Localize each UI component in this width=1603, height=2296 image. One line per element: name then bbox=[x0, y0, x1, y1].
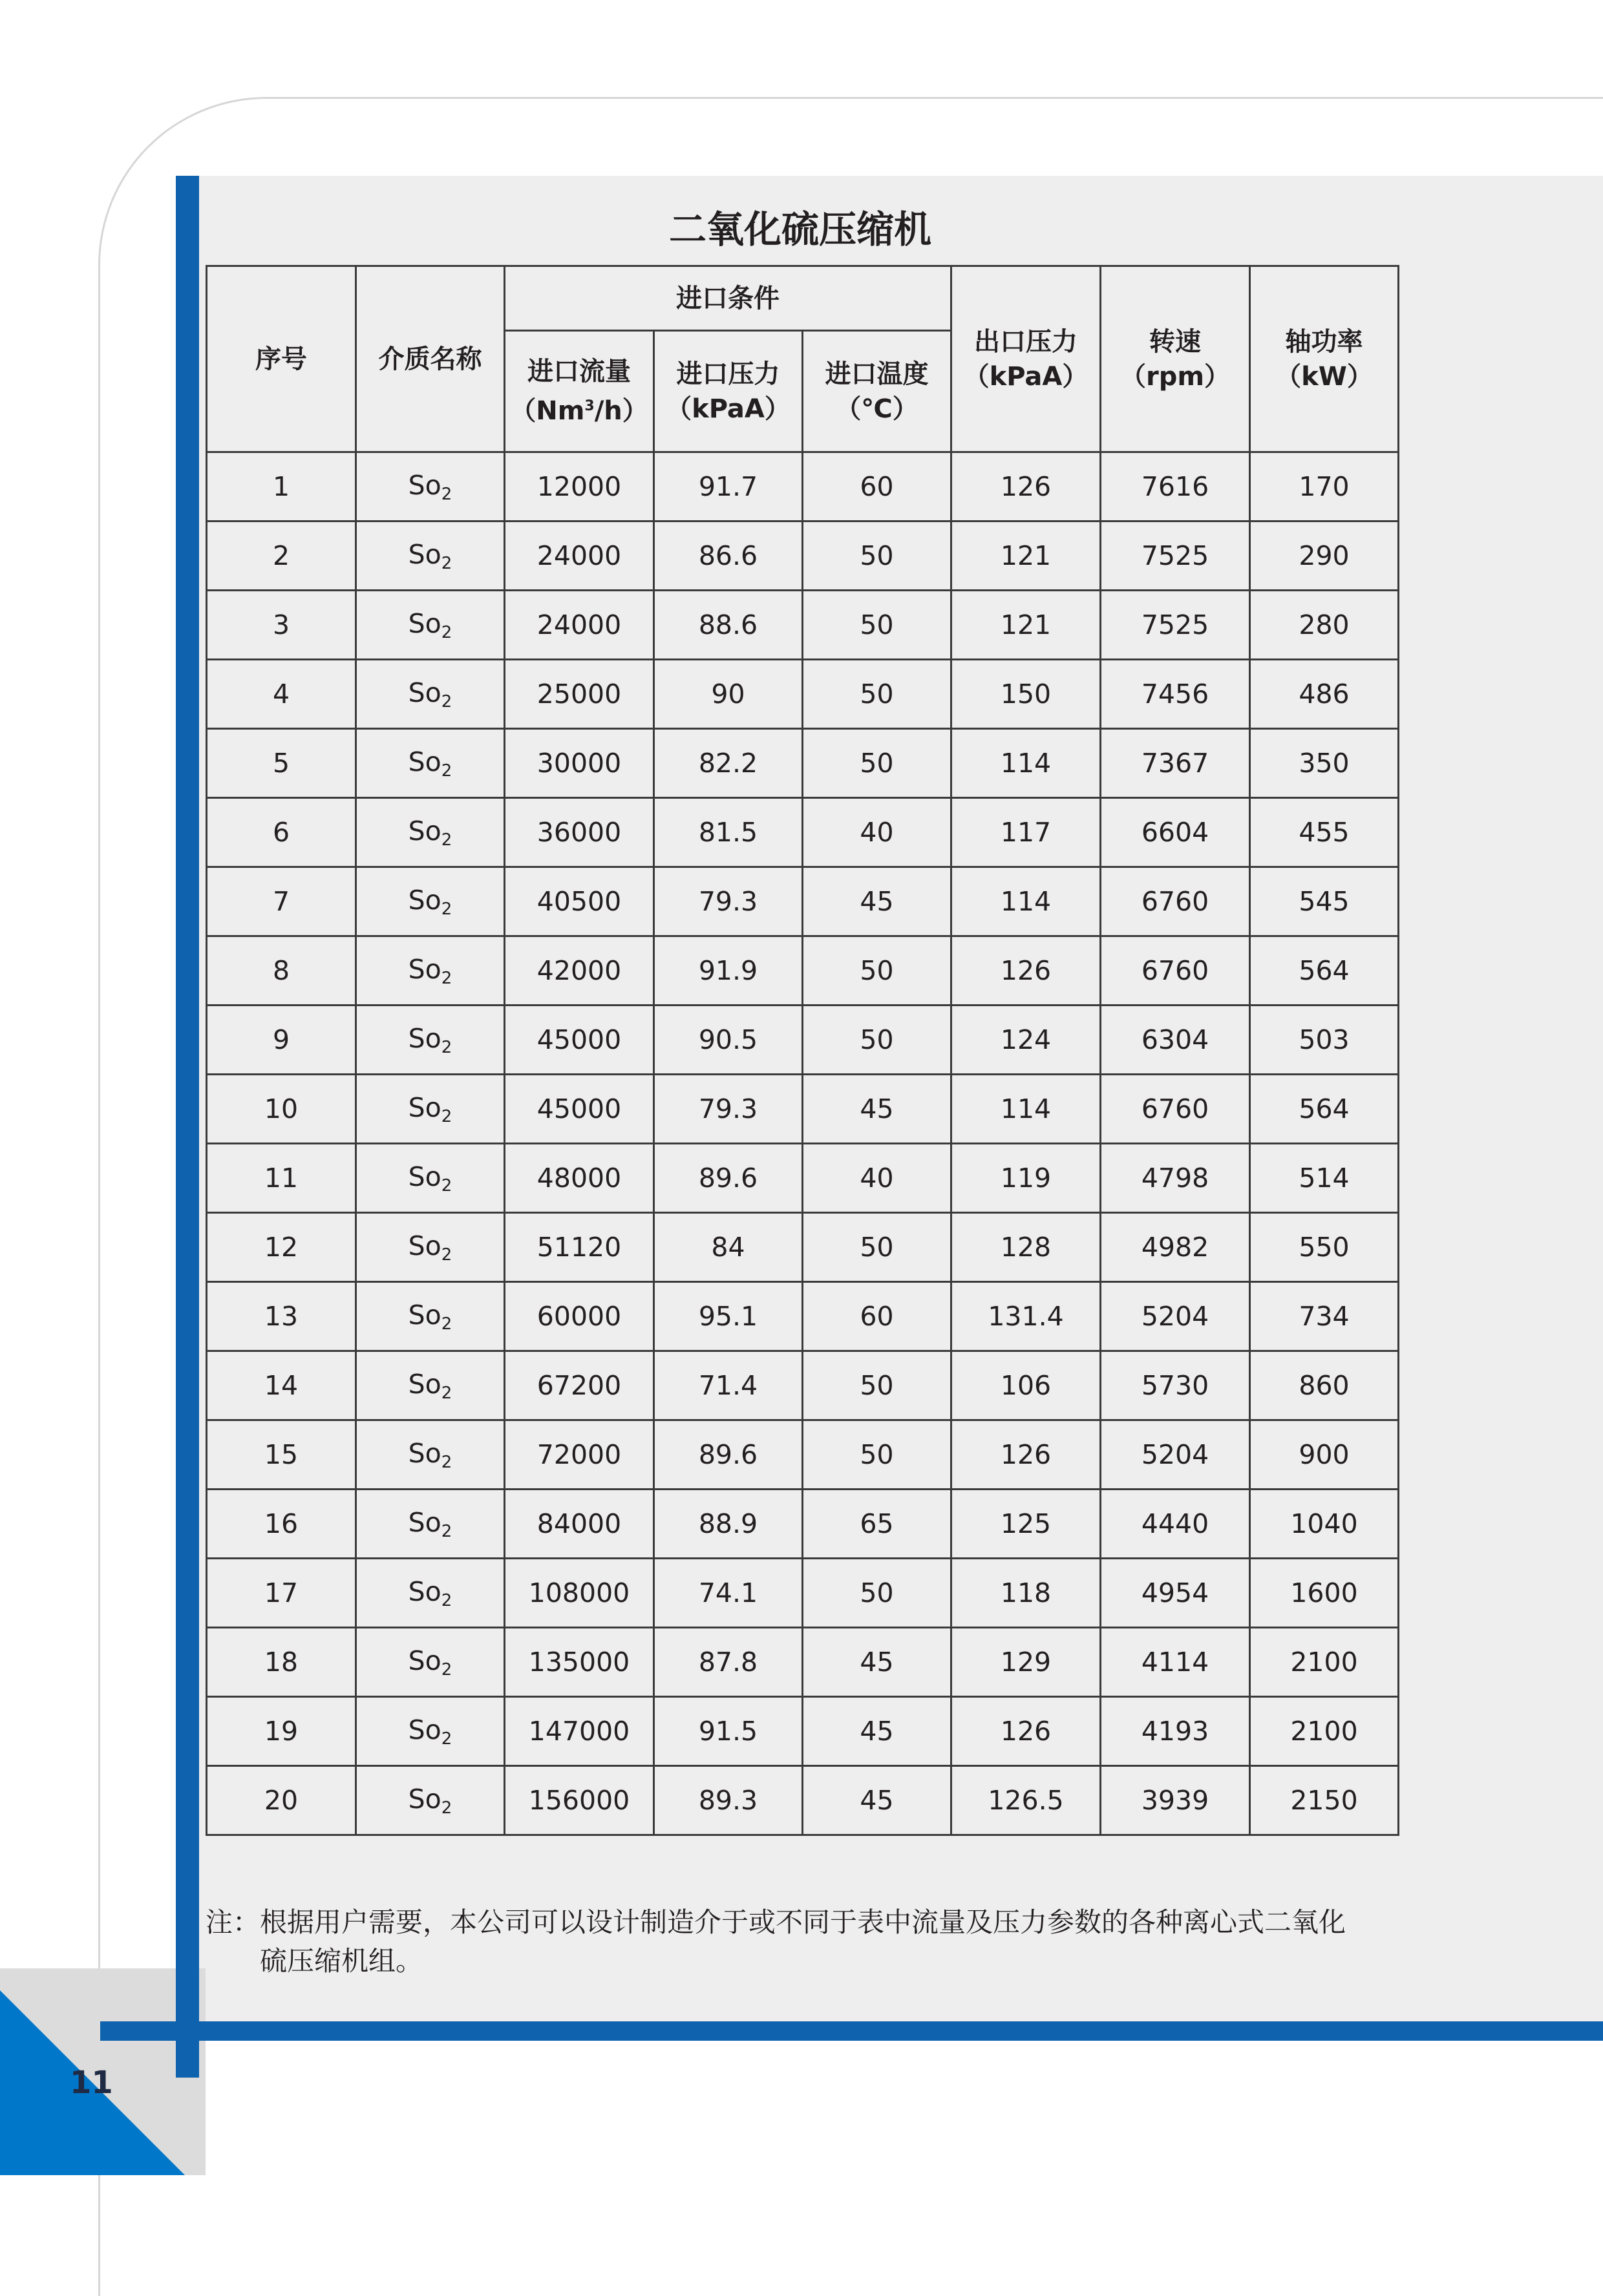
cell-inlet-temperature: 50 bbox=[803, 1213, 951, 1282]
cell-inlet-pressure: 84 bbox=[654, 1213, 803, 1282]
header-shaft-power bbox=[1250, 266, 1399, 452]
inlet-flow-unit-superscript: 3 bbox=[584, 398, 595, 414]
medium-formula: So bbox=[408, 1506, 441, 1538]
header-speed-unit: （rpm） bbox=[1120, 361, 1231, 392]
cell-speed: 3939 bbox=[1101, 1766, 1250, 1835]
cell-index: 16 bbox=[207, 1490, 356, 1559]
cell-inlet-flow: 147000 bbox=[505, 1697, 654, 1766]
cell-index: 6 bbox=[207, 798, 356, 867]
horizontal-accent-bar bbox=[100, 2021, 1603, 2041]
table-row bbox=[207, 1628, 1399, 1697]
cell-outlet-pressure: 126.5 bbox=[951, 1766, 1101, 1835]
cell-shaft-power: 1040 bbox=[1250, 1490, 1399, 1559]
cell-shaft-power: 2100 bbox=[1250, 1628, 1399, 1697]
medium-formula: So bbox=[408, 1299, 441, 1331]
cell-inlet-temperature: 60 bbox=[803, 1282, 951, 1351]
cell-inlet-temperature: 50 bbox=[803, 936, 951, 1006]
cell-medium bbox=[356, 1075, 505, 1144]
table-row bbox=[207, 1697, 1399, 1766]
inlet-flow-unit-part1: （Nm bbox=[510, 396, 585, 426]
cell-medium bbox=[356, 1420, 505, 1490]
cell-inlet-flow: 45000 bbox=[505, 1006, 654, 1075]
cell-speed: 6760 bbox=[1101, 1075, 1250, 1144]
cell-outlet-pressure: 150 bbox=[951, 660, 1101, 729]
medium-formula: So bbox=[408, 1230, 441, 1261]
cell-index: 11 bbox=[207, 1144, 356, 1213]
cell-shaft-power: 2100 bbox=[1250, 1697, 1399, 1766]
cell-inlet-flow: 48000 bbox=[505, 1144, 654, 1213]
cell-outlet-pressure: 121 bbox=[951, 591, 1101, 660]
cell-shaft-power: 170 bbox=[1250, 452, 1399, 521]
cell-index: 20 bbox=[207, 1766, 356, 1835]
header-inlet-temperature-unit: （℃） bbox=[835, 394, 918, 424]
cell-inlet-pressure: 79.3 bbox=[654, 1075, 803, 1144]
cell-inlet-temperature: 60 bbox=[803, 452, 951, 521]
cell-medium bbox=[356, 798, 505, 867]
cell-speed: 4954 bbox=[1101, 1559, 1250, 1628]
medium-formula: So bbox=[408, 1714, 441, 1745]
medium-formula: So bbox=[408, 884, 441, 916]
cell-speed: 6304 bbox=[1101, 1006, 1250, 1075]
cell-speed: 6760 bbox=[1101, 867, 1250, 936]
cell-inlet-flow: 156000 bbox=[505, 1766, 654, 1835]
cell-index: 13 bbox=[207, 1282, 356, 1351]
cell-outlet-pressure: 128 bbox=[951, 1213, 1101, 1282]
cell-shaft-power: 486 bbox=[1250, 660, 1399, 729]
medium-formula: So bbox=[408, 1783, 441, 1815]
cell-medium bbox=[356, 1351, 505, 1420]
table-row bbox=[207, 1213, 1399, 1282]
medium-formula-subscript: 2 bbox=[441, 1452, 452, 1472]
cell-inlet-flow: 72000 bbox=[505, 1420, 654, 1490]
cell-outlet-pressure: 129 bbox=[951, 1628, 1101, 1697]
medium-formula-subscript: 2 bbox=[441, 899, 452, 919]
medium-formula-subscript: 2 bbox=[441, 1175, 452, 1195]
cell-inlet-flow: 30000 bbox=[505, 729, 654, 798]
cell-outlet-pressure: 121 bbox=[951, 521, 1101, 591]
cell-outlet-pressure: 131.4 bbox=[951, 1282, 1101, 1351]
cell-medium bbox=[356, 1628, 505, 1697]
cell-inlet-pressure: 89.3 bbox=[654, 1766, 803, 1835]
header-inlet-pressure-unit: （kPaA） bbox=[666, 394, 791, 424]
cell-inlet-temperature: 50 bbox=[803, 591, 951, 660]
cell-outlet-pressure: 106 bbox=[951, 1351, 1101, 1420]
cell-index: 18 bbox=[207, 1628, 356, 1697]
cell-shaft-power: 564 bbox=[1250, 936, 1399, 1006]
cell-inlet-temperature: 45 bbox=[803, 1075, 951, 1144]
page-number: 11 bbox=[70, 2065, 113, 2101]
cell-inlet-flow: 84000 bbox=[505, 1490, 654, 1559]
medium-formula: So bbox=[408, 1161, 441, 1192]
table-row bbox=[207, 1006, 1399, 1075]
medium-formula-subscript: 2 bbox=[441, 622, 452, 642]
cell-inlet-temperature: 50 bbox=[803, 729, 951, 798]
header-inlet-pressure bbox=[654, 331, 803, 452]
cell-inlet-pressure: 95.1 bbox=[654, 1282, 803, 1351]
cell-inlet-temperature: 45 bbox=[803, 1697, 951, 1766]
medium-formula: So bbox=[408, 1091, 441, 1123]
cell-speed: 7616 bbox=[1101, 452, 1250, 521]
medium-formula-subscript: 2 bbox=[441, 968, 452, 988]
medium-formula-subscript: 2 bbox=[441, 1521, 452, 1541]
medium-formula-subscript: 2 bbox=[441, 1245, 452, 1265]
cell-speed: 6760 bbox=[1101, 936, 1250, 1006]
footnote bbox=[206, 1903, 1434, 1981]
cell-speed: 4798 bbox=[1101, 1144, 1250, 1213]
medium-formula-subscript: 2 bbox=[441, 553, 452, 573]
cell-speed: 4114 bbox=[1101, 1628, 1250, 1697]
cell-speed: 4193 bbox=[1101, 1697, 1250, 1766]
cell-outlet-pressure: 126 bbox=[951, 1420, 1101, 1490]
cell-medium bbox=[356, 1213, 505, 1282]
cell-index: 12 bbox=[207, 1213, 356, 1282]
cell-inlet-temperature: 50 bbox=[803, 660, 951, 729]
header-speed-label: 转速 bbox=[1149, 326, 1201, 357]
medium-formula: So bbox=[408, 1022, 441, 1054]
cell-speed: 5204 bbox=[1101, 1420, 1250, 1490]
cell-inlet-temperature: 40 bbox=[803, 1144, 951, 1213]
cell-speed: 6604 bbox=[1101, 798, 1250, 867]
cell-inlet-flow: 36000 bbox=[505, 798, 654, 867]
cell-inlet-pressure: 88.9 bbox=[654, 1490, 803, 1559]
header-outlet-pressure-unit: （kPaA） bbox=[963, 361, 1088, 392]
cell-inlet-temperature: 40 bbox=[803, 798, 951, 867]
medium-formula: So bbox=[408, 1437, 441, 1469]
cell-inlet-flow: 40500 bbox=[505, 867, 654, 936]
cell-inlet-pressure: 74.1 bbox=[654, 1559, 803, 1628]
cell-inlet-temperature: 50 bbox=[803, 1420, 951, 1490]
cell-outlet-pressure: 114 bbox=[951, 729, 1101, 798]
cell-outlet-pressure: 114 bbox=[951, 867, 1101, 936]
medium-formula-subscript: 2 bbox=[441, 1659, 452, 1680]
cell-shaft-power: 860 bbox=[1250, 1351, 1399, 1420]
table-row bbox=[207, 521, 1399, 591]
table-row bbox=[207, 1282, 1399, 1351]
medium-formula: So bbox=[408, 1645, 441, 1676]
medium-formula-subscript: 2 bbox=[441, 1590, 452, 1610]
cell-outlet-pressure: 124 bbox=[951, 1006, 1101, 1075]
medium-formula: So bbox=[408, 469, 441, 501]
cell-inlet-flow: 45000 bbox=[505, 1075, 654, 1144]
cell-outlet-pressure: 125 bbox=[951, 1490, 1101, 1559]
cell-inlet-pressure: 79.3 bbox=[654, 867, 803, 936]
cell-inlet-temperature: 65 bbox=[803, 1490, 951, 1559]
cell-speed: 7525 bbox=[1101, 521, 1250, 591]
cell-medium bbox=[356, 1006, 505, 1075]
cell-inlet-flow: 60000 bbox=[505, 1282, 654, 1351]
header-row-top bbox=[207, 266, 1399, 331]
medium-formula-subscript: 2 bbox=[441, 1314, 452, 1334]
medium-formula: So bbox=[408, 607, 441, 639]
table-row bbox=[207, 867, 1399, 936]
cell-inlet-temperature: 45 bbox=[803, 867, 951, 936]
table-row bbox=[207, 1420, 1399, 1490]
cell-shaft-power: 2150 bbox=[1250, 1766, 1399, 1835]
cell-outlet-pressure: 119 bbox=[951, 1144, 1101, 1213]
cell-shaft-power: 1600 bbox=[1250, 1559, 1399, 1628]
cell-inlet-flow: 12000 bbox=[505, 452, 654, 521]
cell-medium bbox=[356, 867, 505, 936]
cell-inlet-flow: 24000 bbox=[505, 591, 654, 660]
cell-medium bbox=[356, 1144, 505, 1213]
header-shaft-power-label: 轴功率 bbox=[1285, 326, 1363, 357]
cell-inlet-temperature: 50 bbox=[803, 1351, 951, 1420]
cell-inlet-flow: 67200 bbox=[505, 1351, 654, 1420]
cell-inlet-temperature: 50 bbox=[803, 1559, 951, 1628]
cell-outlet-pressure: 117 bbox=[951, 798, 1101, 867]
cell-medium bbox=[356, 521, 505, 591]
header-shaft-power-unit: （kW） bbox=[1275, 361, 1373, 392]
cell-shaft-power: 900 bbox=[1250, 1420, 1399, 1490]
cell-index: 19 bbox=[207, 1697, 356, 1766]
table-row bbox=[207, 591, 1399, 660]
cell-inlet-pressure: 89.6 bbox=[654, 1420, 803, 1490]
cell-speed: 4982 bbox=[1101, 1213, 1250, 1282]
medium-formula: So bbox=[408, 815, 441, 847]
cell-inlet-pressure: 88.6 bbox=[654, 591, 803, 660]
cell-outlet-pressure: 126 bbox=[951, 936, 1101, 1006]
cell-shaft-power: 545 bbox=[1250, 867, 1399, 936]
cell-index: 1 bbox=[207, 452, 356, 521]
cell-shaft-power: 290 bbox=[1250, 521, 1399, 591]
table-row bbox=[207, 936, 1399, 1006]
inlet-flow-unit-part2: /h） bbox=[594, 396, 648, 426]
medium-formula-subscript: 2 bbox=[441, 691, 452, 711]
cell-index: 14 bbox=[207, 1351, 356, 1420]
cell-medium bbox=[356, 660, 505, 729]
cell-index: 7 bbox=[207, 867, 356, 936]
cell-shaft-power: 564 bbox=[1250, 1075, 1399, 1144]
page-title: 二氧化硫压缩机 bbox=[668, 207, 931, 251]
table-row bbox=[207, 1559, 1399, 1628]
cell-inlet-pressure: 86.6 bbox=[654, 521, 803, 591]
table-row bbox=[207, 1075, 1399, 1144]
medium-formula: So bbox=[408, 538, 441, 570]
cell-index: 2 bbox=[207, 521, 356, 591]
cell-inlet-flow: 25000 bbox=[505, 660, 654, 729]
cell-medium bbox=[356, 1559, 505, 1628]
header-speed bbox=[1101, 266, 1250, 452]
table-row bbox=[207, 729, 1399, 798]
medium-formula: So bbox=[408, 746, 441, 777]
header-inlet-conditions: 进口条件 bbox=[505, 266, 951, 331]
cell-outlet-pressure: 118 bbox=[951, 1559, 1101, 1628]
cell-medium bbox=[356, 1766, 505, 1835]
medium-formula-subscript: 2 bbox=[441, 830, 452, 850]
cell-speed: 5204 bbox=[1101, 1282, 1250, 1351]
cell-inlet-flow: 135000 bbox=[505, 1628, 654, 1697]
cell-speed: 4440 bbox=[1101, 1490, 1250, 1559]
cell-speed: 7367 bbox=[1101, 729, 1250, 798]
cell-index: 9 bbox=[207, 1006, 356, 1075]
cell-outlet-pressure: 114 bbox=[951, 1075, 1101, 1144]
cell-medium bbox=[356, 1282, 505, 1351]
medium-formula-subscript: 2 bbox=[441, 1798, 452, 1818]
cell-inlet-flow: 24000 bbox=[505, 521, 654, 591]
cell-index: 5 bbox=[207, 729, 356, 798]
cell-index: 4 bbox=[207, 660, 356, 729]
cell-index: 17 bbox=[207, 1559, 356, 1628]
cell-outlet-pressure: 126 bbox=[951, 1697, 1101, 1766]
cell-inlet-pressure: 87.8 bbox=[654, 1628, 803, 1697]
table-row bbox=[207, 1766, 1399, 1835]
footnote-line-1: 注：根据用户需要，本公司可以设计制造介于或不同于表中流量及压力参数的各种离心式二氧化 bbox=[206, 1906, 1346, 1938]
cell-speed: 7456 bbox=[1101, 660, 1250, 729]
cell-inlet-temperature: 50 bbox=[803, 521, 951, 591]
cell-index: 10 bbox=[207, 1075, 356, 1144]
cell-medium bbox=[356, 729, 505, 798]
cell-medium bbox=[356, 936, 505, 1006]
table-row bbox=[207, 660, 1399, 729]
header-inlet-temperature bbox=[803, 331, 951, 452]
table-row bbox=[207, 452, 1399, 521]
cell-inlet-pressure: 90 bbox=[654, 660, 803, 729]
header-outlet-pressure-label: 出口压力 bbox=[974, 326, 1078, 357]
header-inlet-flow-label: 进口流量 bbox=[527, 357, 631, 386]
compressor-spec-table bbox=[206, 265, 1399, 1836]
cell-inlet-temperature: 45 bbox=[803, 1766, 951, 1835]
cell-inlet-flow: 42000 bbox=[505, 936, 654, 1006]
cell-inlet-flow: 51120 bbox=[505, 1213, 654, 1282]
cell-shaft-power: 280 bbox=[1250, 591, 1399, 660]
cell-inlet-flow: 108000 bbox=[505, 1559, 654, 1628]
cell-shaft-power: 503 bbox=[1250, 1006, 1399, 1075]
cell-speed: 5730 bbox=[1101, 1351, 1250, 1420]
cell-inlet-pressure: 71.4 bbox=[654, 1351, 803, 1420]
cell-shaft-power: 455 bbox=[1250, 798, 1399, 867]
cell-shaft-power: 734 bbox=[1250, 1282, 1399, 1351]
vertical-accent-bar bbox=[176, 176, 199, 2078]
medium-formula-subscript: 2 bbox=[441, 761, 452, 781]
cell-shaft-power: 550 bbox=[1250, 1213, 1399, 1282]
cell-shaft-power: 350 bbox=[1250, 729, 1399, 798]
cell-index: 3 bbox=[207, 591, 356, 660]
table-row bbox=[207, 1144, 1399, 1213]
header-inlet-temperature-label: 进口温度 bbox=[825, 359, 929, 389]
medium-formula: So bbox=[408, 1575, 441, 1607]
cell-index: 8 bbox=[207, 936, 356, 1006]
medium-formula: So bbox=[408, 1368, 441, 1400]
cell-inlet-pressure: 82.2 bbox=[654, 729, 803, 798]
medium-formula-subscript: 2 bbox=[441, 1729, 452, 1749]
cell-inlet-pressure: 81.5 bbox=[654, 798, 803, 867]
table-body bbox=[207, 452, 1399, 1835]
footnote-line-2: 硫压缩机组。 bbox=[260, 1945, 423, 1977]
cell-medium bbox=[356, 1697, 505, 1766]
cell-index: 15 bbox=[207, 1420, 356, 1490]
cell-inlet-pressure: 91.5 bbox=[654, 1697, 803, 1766]
cell-outlet-pressure: 126 bbox=[951, 452, 1101, 521]
cell-inlet-pressure: 91.9 bbox=[654, 936, 803, 1006]
cell-inlet-temperature: 45 bbox=[803, 1628, 951, 1697]
header-index: 序号 bbox=[207, 266, 356, 452]
header-outlet-pressure bbox=[951, 266, 1101, 452]
cell-shaft-power: 514 bbox=[1250, 1144, 1399, 1213]
table-row bbox=[207, 798, 1399, 867]
cell-medium bbox=[356, 452, 505, 521]
header-inlet-flow-unit bbox=[505, 389, 653, 428]
header-medium: 介质名称 bbox=[356, 266, 505, 452]
header-inlet-flow bbox=[505, 331, 654, 452]
medium-formula: So bbox=[408, 953, 441, 985]
medium-formula: So bbox=[408, 677, 441, 708]
medium-formula-subscript: 2 bbox=[441, 1037, 452, 1057]
medium-formula-subscript: 2 bbox=[441, 1106, 452, 1126]
cell-inlet-pressure: 89.6 bbox=[654, 1144, 803, 1213]
cell-inlet-pressure: 90.5 bbox=[654, 1006, 803, 1075]
medium-formula-subscript: 2 bbox=[441, 1383, 452, 1403]
header-inlet-pressure-label: 进口压力 bbox=[676, 359, 780, 389]
cell-inlet-temperature: 50 bbox=[803, 1006, 951, 1075]
cell-medium bbox=[356, 1490, 505, 1559]
cell-speed: 7525 bbox=[1101, 591, 1250, 660]
table-row bbox=[207, 1351, 1399, 1420]
cell-inlet-pressure: 91.7 bbox=[654, 452, 803, 521]
cell-medium bbox=[356, 591, 505, 660]
medium-formula-subscript: 2 bbox=[441, 484, 452, 504]
table-row bbox=[207, 1490, 1399, 1559]
